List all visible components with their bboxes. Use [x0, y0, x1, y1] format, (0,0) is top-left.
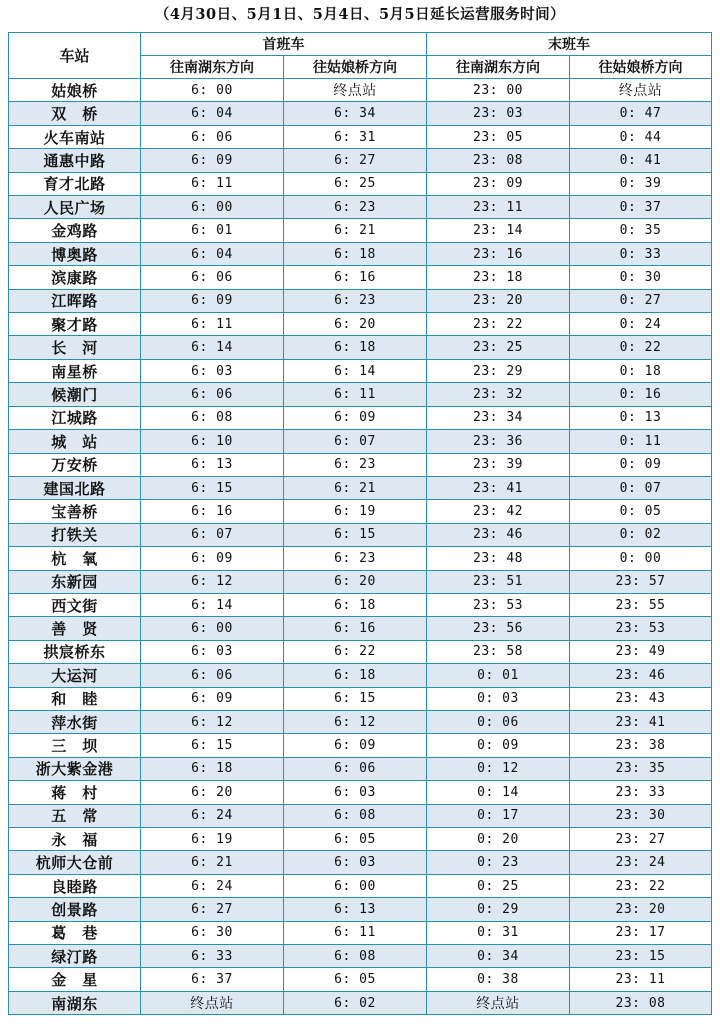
last-train-to-guniangqiao: 0: 24 [570, 313, 712, 336]
last-train-to-nanhudong: 23: 14 [427, 219, 570, 242]
first-train-to-nanhudong: 6: 33 [141, 945, 284, 968]
timetable-subtitle: （4月30日、5月1日、5月4日、5月5日延长运营服务时间） [154, 6, 566, 23]
first-train-to-guniangqiao: 6: 16 [284, 266, 427, 289]
first-train-to-nanhudong: 6: 10 [141, 430, 284, 453]
last-train-to-nanhudong: 23: 34 [427, 406, 570, 429]
last-train-to-guniangqiao: 0: 02 [570, 523, 712, 546]
first-train-to-nanhudong: 6: 12 [141, 710, 284, 733]
station-name: 杭师大仓前 [9, 851, 141, 874]
station-name: 良睦路 [9, 874, 141, 897]
first-train-to-guniangqiao: 6: 03 [284, 781, 427, 804]
first-train-to-nanhudong: 6: 07 [141, 523, 284, 546]
table-row [9, 828, 712, 851]
first-train-to-nanhudong: 6: 09 [141, 547, 284, 570]
first-train-to-guniangqiao: 6: 23 [284, 196, 427, 219]
last-train-to-guniangqiao: 23: 41 [570, 710, 712, 733]
first-train-to-nanhudong: 6: 15 [141, 476, 284, 499]
last-train-to-nanhudong: 23: 51 [427, 570, 570, 593]
station-name: 万安桥 [9, 453, 141, 476]
first-train-to-nanhudong: 终点站 [141, 991, 284, 1014]
first-train-to-guniangqiao: 6: 05 [284, 968, 427, 991]
last-train-to-nanhudong: 终点站 [427, 991, 570, 1014]
last-train-to-nanhudong: 23: 16 [427, 242, 570, 265]
last-train-to-guniangqiao: 23: 46 [570, 664, 712, 687]
station-name: 火车南站 [9, 125, 141, 148]
table-row [9, 921, 712, 944]
station-name: 育才北路 [9, 172, 141, 195]
first-train-to-guniangqiao: 6: 23 [284, 289, 427, 312]
first-train-to-guniangqiao: 6: 18 [284, 336, 427, 359]
first-train-to-guniangqiao: 6: 19 [284, 500, 427, 523]
table-row [9, 102, 712, 125]
station-name: 永 福 [9, 828, 141, 851]
table-row [9, 757, 712, 780]
first-train-to-guniangqiao: 6: 12 [284, 710, 427, 733]
first-train-to-nanhudong: 6: 00 [141, 617, 284, 640]
station-name: 萍水街 [9, 710, 141, 733]
first-train-to-nanhudong: 6: 01 [141, 219, 284, 242]
last-train-to-nanhudong: 23: 22 [427, 313, 570, 336]
header-station: 车站 [9, 33, 141, 79]
first-train-to-nanhudong: 6: 37 [141, 968, 284, 991]
station-name: 双 桥 [9, 102, 141, 125]
last-train-to-nanhudong: 0: 12 [427, 757, 570, 780]
last-train-to-nanhudong: 23: 03 [427, 102, 570, 125]
first-train-to-guniangqiao: 6: 08 [284, 804, 427, 827]
first-train-to-nanhudong: 6: 04 [141, 102, 284, 125]
table-row [9, 874, 712, 897]
last-train-to-guniangqiao: 0: 30 [570, 266, 712, 289]
first-train-to-nanhudong: 6: 15 [141, 734, 284, 757]
last-train-to-nanhudong: 0: 09 [427, 734, 570, 757]
first-train-to-guniangqiao: 6: 18 [284, 593, 427, 616]
last-train-to-guniangqiao: 23: 38 [570, 734, 712, 757]
first-train-to-nanhudong: 6: 24 [141, 874, 284, 897]
table-row [9, 430, 712, 453]
last-train-to-nanhudong: 0: 14 [427, 781, 570, 804]
first-train-to-nanhudong: 6: 30 [141, 921, 284, 944]
header-first-to-nanhudong: 往南湖东方向 [141, 56, 284, 79]
first-train-to-guniangqiao: 6: 08 [284, 945, 427, 968]
station-name: 西文街 [9, 593, 141, 616]
first-train-to-nanhudong: 6: 27 [141, 898, 284, 921]
table-row [9, 898, 712, 921]
first-train-to-guniangqiao: 终点站 [284, 79, 427, 102]
header-first-train: 首班车 [141, 33, 427, 56]
last-train-to-guniangqiao: 23: 27 [570, 828, 712, 851]
first-train-to-nanhudong: 6: 21 [141, 851, 284, 874]
first-train-to-guniangqiao: 6: 09 [284, 406, 427, 429]
first-train-to-nanhudong: 6: 12 [141, 570, 284, 593]
last-train-to-guniangqiao: 0: 27 [570, 289, 712, 312]
first-train-to-nanhudong: 6: 00 [141, 196, 284, 219]
header-last-to-nanhudong: 往南湖东方向 [427, 56, 570, 79]
last-train-to-nanhudong: 23: 09 [427, 172, 570, 195]
last-train-to-guniangqiao: 23: 49 [570, 640, 712, 663]
table-row [9, 968, 712, 991]
first-train-to-nanhudong: 6: 06 [141, 125, 284, 148]
table-row [9, 242, 712, 265]
first-train-to-guniangqiao: 6: 21 [284, 476, 427, 499]
last-train-to-nanhudong: 23: 05 [427, 125, 570, 148]
last-train-to-nanhudong: 23: 41 [427, 476, 570, 499]
table-row [9, 851, 712, 874]
last-train-to-nanhudong: 23: 25 [427, 336, 570, 359]
first-train-to-guniangqiao: 6: 06 [284, 757, 427, 780]
station-name: 东新园 [9, 570, 141, 593]
last-train-to-nanhudong: 0: 31 [427, 921, 570, 944]
table-row [9, 945, 712, 968]
last-train-to-nanhudong: 0: 23 [427, 851, 570, 874]
last-train-to-guniangqiao: 23: 11 [570, 968, 712, 991]
table-row [9, 219, 712, 242]
station-name: 三 坝 [9, 734, 141, 757]
station-name: 江晖路 [9, 289, 141, 312]
station-name: 葛 巷 [9, 921, 141, 944]
first-train-to-nanhudong: 6: 20 [141, 781, 284, 804]
first-train-to-nanhudong: 6: 09 [141, 289, 284, 312]
first-train-to-guniangqiao: 6: 18 [284, 664, 427, 687]
table-row [9, 500, 712, 523]
table-row [9, 313, 712, 336]
first-train-to-guniangqiao: 6: 23 [284, 453, 427, 476]
last-train-to-guniangqiao: 23: 20 [570, 898, 712, 921]
first-train-to-guniangqiao: 6: 21 [284, 219, 427, 242]
last-train-to-nanhudong: 23: 39 [427, 453, 570, 476]
station-name: 长 河 [9, 336, 141, 359]
header-first-to-guniangqiao: 往姑娘桥方向 [284, 56, 427, 79]
last-train-to-guniangqiao: 23: 53 [570, 617, 712, 640]
header-last-to-guniangqiao: 往姑娘桥方向 [570, 56, 712, 79]
table-row [9, 476, 712, 499]
first-train-to-guniangqiao: 6: 11 [284, 383, 427, 406]
table-row [9, 640, 712, 663]
station-name: 大运河 [9, 664, 141, 687]
last-train-to-guniangqiao: 0: 37 [570, 196, 712, 219]
station-name: 博奥路 [9, 242, 141, 265]
last-train-to-guniangqiao: 0: 47 [570, 102, 712, 125]
station-name: 五 常 [9, 804, 141, 827]
last-train-to-nanhudong: 23: 20 [427, 289, 570, 312]
station-name: 通惠中路 [9, 149, 141, 172]
station-name: 宝善桥 [9, 500, 141, 523]
last-train-to-guniangqiao: 0: 05 [570, 500, 712, 523]
table-row [9, 991, 712, 1014]
last-train-to-guniangqiao: 23: 57 [570, 570, 712, 593]
station-name: 绿汀路 [9, 945, 141, 968]
last-train-to-nanhudong: 23: 46 [427, 523, 570, 546]
last-train-to-guniangqiao: 23: 30 [570, 804, 712, 827]
station-name: 金鸡路 [9, 219, 141, 242]
station-name: 蒋 村 [9, 781, 141, 804]
first-train-to-guniangqiao: 6: 34 [284, 102, 427, 125]
table-row [9, 781, 712, 804]
last-train-to-nanhudong: 0: 25 [427, 874, 570, 897]
first-train-to-guniangqiao: 6: 14 [284, 359, 427, 382]
table-row [9, 523, 712, 546]
last-train-to-guniangqiao: 23: 15 [570, 945, 712, 968]
table-row [9, 453, 712, 476]
last-train-to-nanhudong: 23: 42 [427, 500, 570, 523]
first-train-to-nanhudong: 6: 00 [141, 79, 284, 102]
table-row [9, 172, 712, 195]
first-train-to-nanhudong: 6: 04 [141, 242, 284, 265]
first-train-to-nanhudong: 6: 09 [141, 687, 284, 710]
first-train-to-guniangqiao: 6: 20 [284, 570, 427, 593]
first-train-to-nanhudong: 6: 18 [141, 757, 284, 780]
last-train-to-guniangqiao: 23: 22 [570, 874, 712, 897]
table-row [9, 617, 712, 640]
first-train-to-guniangqiao: 6: 20 [284, 313, 427, 336]
last-train-to-nanhudong: 0: 06 [427, 710, 570, 733]
header-last-train: 末班车 [427, 33, 712, 56]
last-train-to-guniangqiao: 23: 33 [570, 781, 712, 804]
first-train-to-guniangqiao: 6: 07 [284, 430, 427, 453]
first-train-to-guniangqiao: 6: 05 [284, 828, 427, 851]
table-row [9, 664, 712, 687]
first-train-to-guniangqiao: 6: 31 [284, 125, 427, 148]
last-train-to-nanhudong: 23: 58 [427, 640, 570, 663]
last-train-to-guniangqiao: 23: 24 [570, 851, 712, 874]
first-train-to-guniangqiao: 6: 02 [284, 991, 427, 1014]
first-train-to-nanhudong: 6: 13 [141, 453, 284, 476]
last-train-to-nanhudong: 23: 32 [427, 383, 570, 406]
first-train-to-guniangqiao: 6: 15 [284, 523, 427, 546]
last-train-to-nanhudong: 0: 20 [427, 828, 570, 851]
last-train-to-nanhudong: 0: 17 [427, 804, 570, 827]
last-train-to-guniangqiao: 终点站 [570, 79, 712, 102]
first-train-to-guniangqiao: 6: 18 [284, 242, 427, 265]
timetable [8, 32, 712, 1015]
table-row [9, 593, 712, 616]
first-train-to-nanhudong: 6: 03 [141, 640, 284, 663]
station-name: 南星桥 [9, 359, 141, 382]
table-row [9, 266, 712, 289]
last-train-to-guniangqiao: 0: 18 [570, 359, 712, 382]
last-train-to-guniangqiao: 23: 08 [570, 991, 712, 1014]
first-train-to-guniangqiao: 6: 27 [284, 149, 427, 172]
first-train-to-guniangqiao: 6: 13 [284, 898, 427, 921]
last-train-to-guniangqiao: 0: 11 [570, 430, 712, 453]
last-train-to-guniangqiao: 0: 00 [570, 547, 712, 570]
station-name: 滨康路 [9, 266, 141, 289]
table-row [9, 804, 712, 827]
last-train-to-guniangqiao: 0: 44 [570, 125, 712, 148]
first-train-to-guniangqiao: 6: 09 [284, 734, 427, 757]
first-train-to-guniangqiao: 6: 11 [284, 921, 427, 944]
last-train-to-guniangqiao: 0: 16 [570, 383, 712, 406]
station-name: 打铁关 [9, 523, 141, 546]
last-train-to-nanhudong: 0: 38 [427, 968, 570, 991]
first-train-to-nanhudong: 6: 14 [141, 336, 284, 359]
station-name: 善 贤 [9, 617, 141, 640]
station-name: 拱宸桥东 [9, 640, 141, 663]
last-train-to-guniangqiao: 0: 22 [570, 336, 712, 359]
table-row [9, 359, 712, 382]
last-train-to-nanhudong: 0: 01 [427, 664, 570, 687]
table-row [9, 149, 712, 172]
first-train-to-nanhudong: 6: 11 [141, 172, 284, 195]
station-name: 江城路 [9, 406, 141, 429]
station-name: 聚才路 [9, 313, 141, 336]
station-name: 浙大紫金港 [9, 757, 141, 780]
table-row [9, 196, 712, 219]
first-train-to-nanhudong: 6: 06 [141, 266, 284, 289]
last-train-to-nanhudong: 23: 00 [427, 79, 570, 102]
last-train-to-guniangqiao: 23: 35 [570, 757, 712, 780]
last-train-to-guniangqiao: 0: 41 [570, 149, 712, 172]
last-train-to-guniangqiao: 0: 35 [570, 219, 712, 242]
first-train-to-nanhudong: 6: 09 [141, 149, 284, 172]
first-train-to-nanhudong: 6: 24 [141, 804, 284, 827]
table-row [9, 289, 712, 312]
station-name: 人民广场 [9, 196, 141, 219]
first-train-to-guniangqiao: 6: 15 [284, 687, 427, 710]
table-row [9, 125, 712, 148]
first-train-to-nanhudong: 6: 14 [141, 593, 284, 616]
table-row [9, 406, 712, 429]
last-train-to-guniangqiao: 23: 43 [570, 687, 712, 710]
table-row [9, 383, 712, 406]
last-train-to-guniangqiao: 0: 33 [570, 242, 712, 265]
first-train-to-guniangqiao: 6: 03 [284, 851, 427, 874]
timetable-body [9, 79, 712, 1015]
last-train-to-guniangqiao: 0: 13 [570, 406, 712, 429]
table-row [9, 79, 712, 102]
last-train-to-guniangqiao: 0: 07 [570, 476, 712, 499]
last-train-to-nanhudong: 23: 53 [427, 593, 570, 616]
first-train-to-guniangqiao: 6: 16 [284, 617, 427, 640]
table-row [9, 710, 712, 733]
last-train-to-nanhudong: 23: 18 [427, 266, 570, 289]
first-train-to-nanhudong: 6: 08 [141, 406, 284, 429]
station-name: 城 站 [9, 430, 141, 453]
station-name: 姑娘桥 [9, 79, 141, 102]
last-train-to-nanhudong: 23: 36 [427, 430, 570, 453]
table-row [9, 336, 712, 359]
table-row [9, 547, 712, 570]
table-row [9, 687, 712, 710]
last-train-to-nanhudong: 23: 56 [427, 617, 570, 640]
last-train-to-guniangqiao: 0: 09 [570, 453, 712, 476]
first-train-to-guniangqiao: 6: 23 [284, 547, 427, 570]
last-train-to-guniangqiao: 23: 17 [570, 921, 712, 944]
last-train-to-guniangqiao: 0: 39 [570, 172, 712, 195]
last-train-to-nanhudong: 23: 48 [427, 547, 570, 570]
station-name: 杭 氧 [9, 547, 141, 570]
first-train-to-nanhudong: 6: 06 [141, 383, 284, 406]
station-name: 和 睦 [9, 687, 141, 710]
table-row [9, 734, 712, 757]
last-train-to-nanhudong: 23: 11 [427, 196, 570, 219]
first-train-to-guniangqiao: 6: 22 [284, 640, 427, 663]
station-name: 南湖东 [9, 991, 141, 1014]
last-train-to-nanhudong: 23: 29 [427, 359, 570, 382]
first-train-to-nanhudong: 6: 06 [141, 664, 284, 687]
last-train-to-guniangqiao: 23: 55 [570, 593, 712, 616]
first-train-to-nanhudong: 6: 19 [141, 828, 284, 851]
last-train-to-nanhudong: 0: 34 [427, 945, 570, 968]
station-name: 创景路 [9, 898, 141, 921]
station-name: 金 星 [9, 968, 141, 991]
first-train-to-guniangqiao: 6: 25 [284, 172, 427, 195]
first-train-to-nanhudong: 6: 11 [141, 313, 284, 336]
station-name: 候潮门 [9, 383, 141, 406]
last-train-to-nanhudong: 23: 08 [427, 149, 570, 172]
last-train-to-nanhudong: 0: 03 [427, 687, 570, 710]
first-train-to-nanhudong: 6: 16 [141, 500, 284, 523]
last-train-to-nanhudong: 0: 29 [427, 898, 570, 921]
station-name: 建国北路 [9, 476, 141, 499]
first-train-to-guniangqiao: 6: 00 [284, 874, 427, 897]
table-row [9, 570, 712, 593]
first-train-to-nanhudong: 6: 03 [141, 359, 284, 382]
